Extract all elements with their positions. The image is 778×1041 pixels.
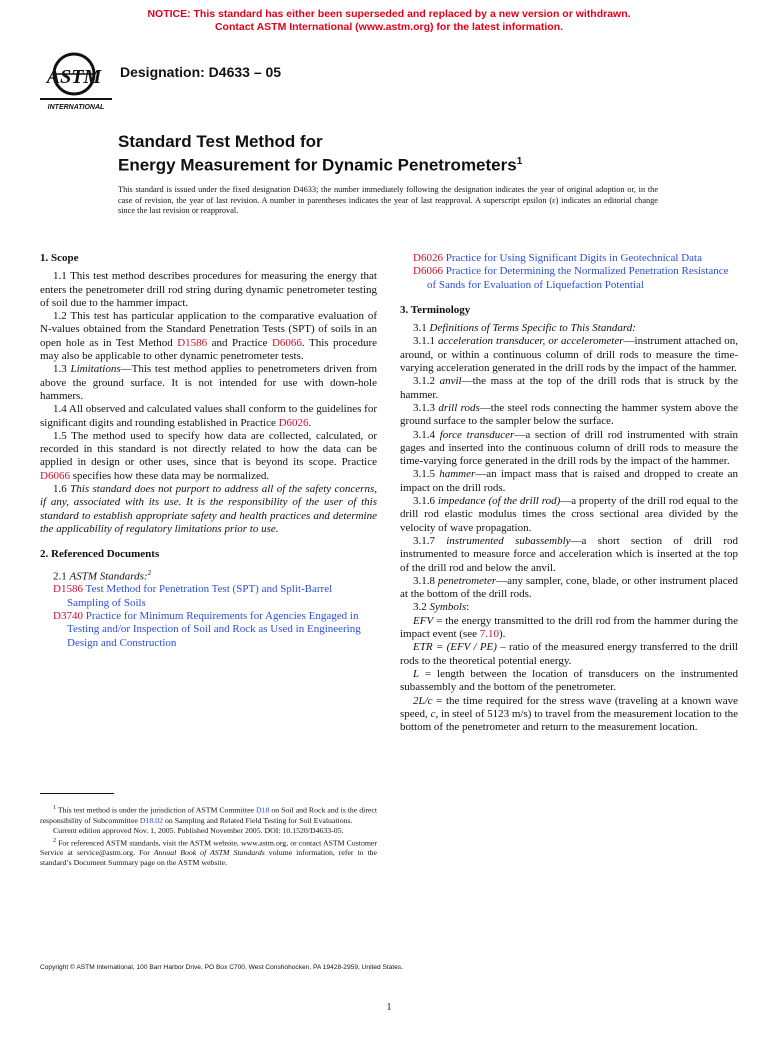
footnote-1: $^1$ This test method is under the jurisdiction of ASTM Committee D18 on Soil and Rock and is the direct responsibility of Subcommittee D18.02 on Sampling and Related Field Testing for Soil Evaluations. (40, 805, 377, 825)
link-d6026[interactable]: D6026 (278, 416, 309, 429)
link-d18[interactable]: D18 (255, 805, 270, 815)
left-column (40, 252, 377, 650)
logo-subtext: INTERNATIONAL (47, 104, 105, 111)
page-number: 1 (386, 1002, 392, 1013)
link-d1586[interactable]: D1586 (177, 336, 208, 349)
reference-item[interactable]: D6066 Practice for Determining the Normalized Penetration Resistance of Sands for Evaluation of Liquefaction Potential (413, 265, 729, 291)
definition: 3.1.2 anvil—the mass at the top of the drill rods that is struck by the hammer. (400, 375, 738, 401)
link-d6066[interactable]: D6066 (40, 469, 70, 482)
logo-text: ASTM (46, 66, 102, 88)
symbol-2l-c: 2L/c = the time required for the stress wave (traveling at a known wave speed, c, in steel of 5123 m/s) to travel from the measurement location to the bottom of the penetrometer and return to the measurement location. (400, 694, 739, 734)
link-d6066[interactable]: D6066 (271, 336, 302, 349)
definition: 3.1.5 hammer—an impact mass that is raised and dropped to create an impact on the drill rods. (400, 468, 738, 494)
definition: 3.1.1 acceleration transducer, or accelerometer—instrument attached on, around, or within a continuous column of drill rods to measure the time-varying acceleration generated in the drill rods by the impact of the hammer. (400, 335, 738, 375)
paragraph-2-1: 2.1 ASTM Standards:$^2$ (53, 568, 152, 583)
notice-line-2: Contact ASTM International (www.astm.org) for the latest information. (214, 21, 564, 33)
reference-item[interactable]: D3740 Practice for Minimum Requirements for Agencies Engaged in Testing and/or Inspection of Soil and Rock as Used in Engineering Design and Construction (53, 610, 361, 649)
paragraph-1-1: 1.1 This test method describes procedures for measuring the energy that enters the penetrometer drill rod string during dynamic penetrometer testing of soil due to the hammer impact. (40, 270, 377, 309)
symbol-l: L = length between the location of transducers on the instrumented subassembly and the bottom of the penetrometer. (400, 667, 738, 694)
footnote-2: $^2$ For referenced ASTM standards, visit the ASTM website, www.astm.org, or contact ASTM Customer Service at service@astm.org. For Annual Book of ASTM Standards volume information, refer to the standard’s Document Summary page on the ASTM website. (40, 837, 377, 868)
page-title (118, 132, 522, 176)
definition: 3.1.8 penetrometer—any sampler, cone, blade, or other instrument placed at the bottom of the drill rods. (400, 574, 738, 601)
section-heading-referenced: 2. Referenced Documents (40, 548, 160, 561)
definition: 3.1.7 instrumented subassembly—a short section of drill rod instrumented to measure force and acceleration which is inserted at the top of the drill rod and below the anvil. (400, 534, 738, 574)
withdrawal-notice (0, 8, 778, 34)
issue-note: This standard is issued under the fixed designation D4633; the number immediately following the designation indicates the year of original adoption or, in the case of revision, the year of last revision. A number in parentheses indicates the year of last reapproval. A superscript epsilon (ε) indicates an editorial change since the last revision or reapproval. (118, 185, 658, 215)
section-heading-scope: 1. Scope (40, 252, 79, 264)
copyright: Copyright © ASTM International, 100 Barr Harbor Drive, PO Box C700, West Conshohocken, PA 19428-2959, United States. (40, 964, 404, 971)
section-heading-terminology: 3. Terminology (400, 303, 471, 316)
right-column (400, 252, 738, 734)
symbol-etr: ETR = (EFV / PE) – ratio of the measured energy transferred to the drill rods to the theoretical potential energy. (400, 641, 738, 667)
paragraph-3-1: 3.1 Definitions of Terms Specific to This Standard: (413, 322, 636, 335)
paragraph-1-4: 1.4 All observed and calculated values shall conform to the guidelines for significant digits and rounding established in Practice D6026. (40, 403, 377, 429)
paragraph-1-6: 1.6 This standard does not purport to address all of the safety concerns, if any, associated with its use. It is the responsibility of the user of this standard to establish appropriate safety and health practices and determine the applicability of regulatory limitations prior to use. (40, 483, 377, 535)
definition: 3.1.6 impedance (of the drill rod)—a property of the drill rod equal to the drill rod elastic modulus times the cross sectional area divided by the velocity of wave propagation. (400, 495, 739, 534)
link-d18-02[interactable]: D18.02 (139, 815, 164, 825)
link-section-7-10[interactable]: 7.10 (479, 628, 499, 641)
paragraph-1-3: 1.3 Limitations—This test method applies to penetrometers driven from above the ground surface. It is not intended for use with down-hole hammers. (40, 363, 377, 402)
paragraph-1-5: 1.5 The method used to specify how data are collected, calculated, or recorded in this standard is not directly related to how the data can be applied in design or other uses, since that is beyond its scope. Practice D6066 specifies how these data may be normalized. (40, 429, 377, 482)
title-line-1: Standard Test Method for (118, 132, 323, 151)
reference-item[interactable]: D1586 Test Method for Penetration Test (SPT) and Split-Barrel Sampling of Soils (53, 583, 333, 609)
paragraph-1-2: 1.2 This test has particular application to the comparative evaluation of N-values obtained from the Standard Penetration Tests (SPT) of soils in an open hole as in Test Method D1586 and Practice D6066. This procedure may also be applicable to other dynamic penetrometer tests. (40, 310, 377, 363)
definition: 3.1.3 drill rods—the steel rods connecting the hammer system above the ground surface to the sampler below the surface. (400, 401, 738, 428)
footnotes (40, 803, 377, 868)
astm-logo (40, 50, 112, 112)
footnote-divider (40, 793, 114, 794)
symbol-efv: EFV = the energy transmitted to the drill rod from the hammer during the impact event (see 7.10). (400, 614, 738, 641)
reference-item[interactable]: D6026 Practice for Using Significant Digits in Geotechnical Data (413, 252, 702, 264)
designation: Designation: D4633 – 05 (120, 64, 282, 80)
footnote-1-edition: Current edition approved Nov. 1, 2005. Published November 2005. DOI: 10.1520/D4633-05. (53, 825, 344, 835)
title-line-2: Energy Measurement for Dynamic Penetrometers$^1$ (118, 155, 523, 175)
definition: 3.1.4 force transducer—a section of drill rod instrumented with strain gages and inserted into the continuous column of drill rods to measure the time-varying force generated in the drill rods by the impact of the hammer. (400, 428, 739, 468)
notice-line-1: NOTICE: This standard has either been superseded and replaced by a new version or withdrawn. (147, 8, 631, 20)
paragraph-3-2: 3.2 Symbols: (413, 601, 470, 614)
